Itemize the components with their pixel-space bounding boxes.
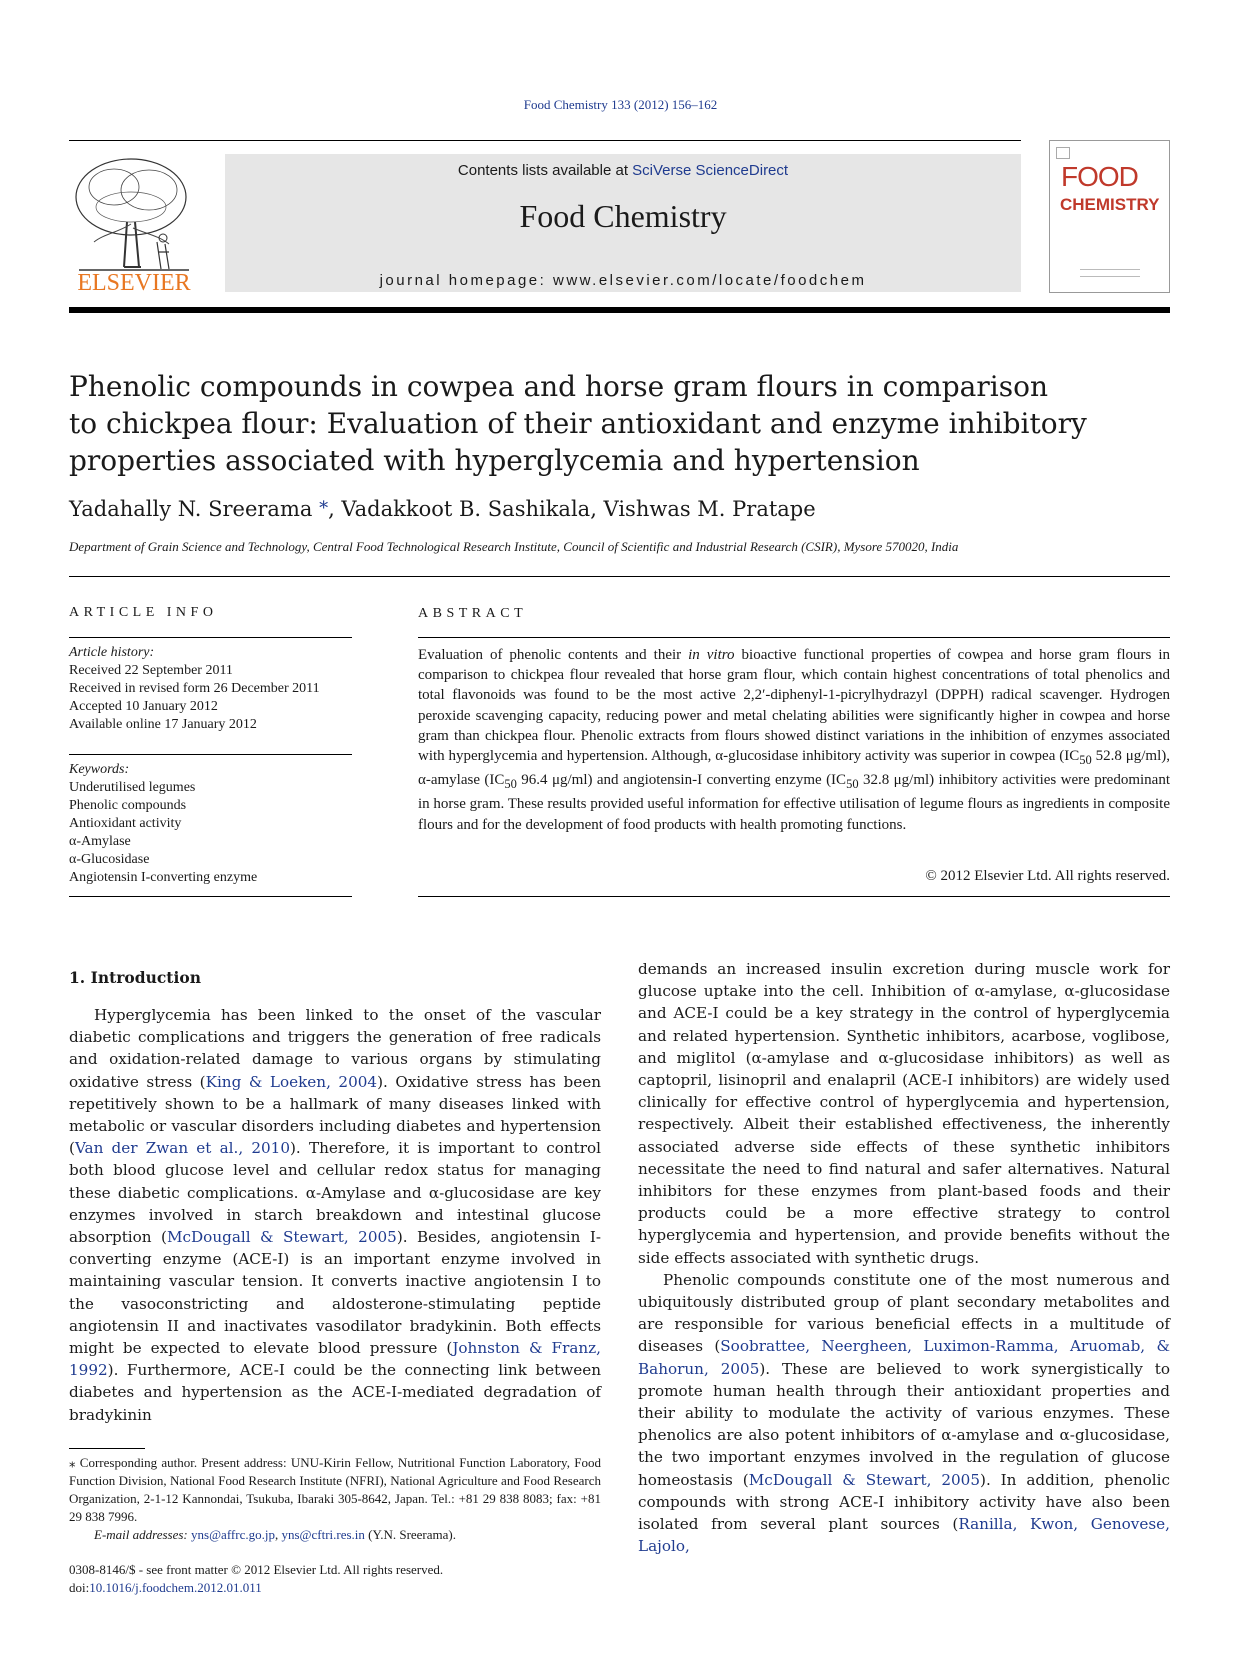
email-link[interactable]: yns@affrc.go.jp	[191, 1527, 275, 1542]
abstract-text: Evaluation of phenolic contents and their in vitro bioactive functional properties of cowpea and horse gram flours in comparison to chickpea flour revealed that horse gram flour, which contain highest concentrations of total phenolics and total flavonoids was found to be the most active 2,2′-diphenyl-1-picrylhydrazyl (DPPH) radical scavenger. Hydrogen peroxide scavenging capacity, reducing power and metal chelating abilities were significantly higher in cowpea and horse gram than chickpea flour. Phenolic extracts from flours showed distinct variations in the inhibition of enzymes associated with hyperglycemia and hypertension. Although, α-glucosidase inhibitory activity was superior in cowpea ($IC_{50}$ 52.8 μg/ml), α-amylase ($IC_{50}$ 96.4 μg/ml) and angiotensin-I converting enzyme ($IC_{50}$ 32.8 μg/ml) inhibitory activities were predominant in horse gram. These results provided useful information for effective utilisation of legume flours as ingredients in composite flours and for the development of food products with health promoting functions.	[418, 647, 1171, 833]
abstract-heading: ABSTRACT	[418, 606, 528, 621]
citation-link[interactable]: Van der Zwan et al., 2010	[74, 1139, 290, 1158]
keyword-item: Underutilised legumes	[69, 780, 196, 795]
issn-line: 0308-8146/$ - see front matter © 2012 Elsevier Ltd. All rights reserved.	[69, 1562, 444, 1577]
elsevier-wordmark: ELSEVIER	[77, 270, 191, 296]
journal-cover-thumbnail	[1049, 140, 1170, 293]
divider	[69, 754, 352, 755]
citation-link[interactable]: Soobrattee, Neergheen, Luximon-Ramma, Aruomab, & Bahorun, 2005	[638, 1337, 1170, 1378]
article-info-heading: ARTICLE INFO	[69, 605, 218, 620]
contents-line	[225, 162, 1021, 179]
journal-homepage	[225, 272, 1021, 289]
article-title-line: properties associated with hyperglycemia and hypertension	[69, 444, 920, 477]
doi-link[interactable]: 10.1016/j.foodchem.2012.01.011	[89, 1580, 262, 1595]
history-item: Received in revised form 26 December 2011	[69, 681, 320, 696]
keyword-item: Angiotensin I-converting enzyme	[69, 870, 258, 885]
article-title-line: to chickpea flour: Evaluation of their antioxidant and enzyme inhibitory	[69, 407, 1087, 440]
article-history-label: Article history:	[69, 645, 155, 660]
intro-paragraph: Phenolic compounds constitute one of the most numerous and ubiquitously distributed group of plant secondary metabolites and are responsible for various beneficial effects in a multitude of diseases (Soobrattee, Neergheen, Luximon-Ramma, Aruomab, & Bahorun, 2005). These are believed to work synergistically to promote human health through their antioxidant properties and their ability to modulate the activity of various enzymes. These phenolics are also potent inhibitors of α-amylase and α-glucosidase, the two important enzymes involved in the regulation of glucose homeostasis (McDougall & Stewart, 2005). In addition, phenolic compounds with strong ACE-I inhibitory activity have also been isolated from several plant sources (Ranilla, Kwon, Genovese, Lajolo,	[638, 1270, 1170, 1556]
article-title	[69, 368, 1170, 479]
sciencedirect-link[interactable]: SciVerse ScienceDirect	[632, 162, 789, 179]
history-item: Accepted 10 January 2012	[69, 699, 218, 714]
keyword-item: Antioxidant activity	[69, 816, 182, 831]
history-item: Received 22 September 2011	[69, 663, 233, 678]
divider	[418, 637, 1170, 638]
divider	[69, 896, 352, 897]
affiliation: Department of Grain Science and Technology, Central Food Technological Research Institute, Council of Scientific and Industrial Research (CSIR), Mysore 570020, India	[69, 539, 959, 554]
body-column-left	[69, 1004, 601, 1426]
email-label: E-mail addresses:	[94, 1527, 188, 1542]
citation-link[interactable]: McDougall & Stewart, 2005	[748, 1470, 981, 1489]
masthead-bottom-rule	[69, 307, 1170, 313]
journal-reference[interactable]: Food Chemistry 133 (2012) 156–162	[523, 97, 718, 112]
divider	[69, 576, 1170, 577]
cover-footer-lines	[1080, 269, 1140, 277]
divider	[418, 896, 1170, 897]
abstract-italic: in vitro	[688, 647, 735, 663]
keyword-item: Phenolic compounds	[69, 798, 187, 813]
intro-paragraph: demands an increased insulin excretion during muscle work for glucose uptake into the cell. Inhibition of α-amylase, α-glucosidase and ACE-I could be a key strategy in the control of hyperglycemia and related hypertension. Synthetic inhibitors, acarbose, voglibose, and miglitol (α-amylase and α-glucosidase inhibitors) as well as captopril, lisinopril and enalapril (ACE-I inhibitors) are widely used clinically for effective control of hyperglycemia and hypertension, respectively. Albeit their established effectiveness, the inherently associated adverse side effects of these synthetic inhibitors necessitate the need to find natural and safer alternatives. Natural inhibitors for these enzymes from plant-based foods and their products could be a more effective strategy to control hyperglycemia and hypertension, and provide benefits without the side effects associated with synthetic drugs.	[638, 960, 1170, 1267]
keyword-item: α-Glucosidase	[69, 852, 150, 867]
body-column-right	[638, 958, 1170, 1557]
article-title-line: Phenolic compounds in cowpea and horse gram flours in comparison	[69, 370, 1048, 403]
footnote-emails: E-mail addresses: yns@affrc.go.jp, yns@cftri.res.in (Y.N. Sreerama).	[94, 1527, 456, 1542]
citation-link[interactable]: Ranilla, Kwon, Genovese, Lajolo,	[638, 1515, 1170, 1556]
footnote-rule	[69, 1448, 145, 1449]
citation-link[interactable]: King & Loeken, 2004	[205, 1072, 378, 1091]
doi-line: doi:10.1016/j.foodchem.2012.01.011	[69, 1580, 262, 1595]
citation-link[interactable]: McDougall & Stewart, 2005	[166, 1228, 397, 1247]
cover-logo-mark	[1056, 147, 1070, 159]
contents-prefix: Contents lists available at	[457, 162, 633, 179]
keywords	[69, 761, 352, 887]
homepage-url[interactable]: www.elsevier.com/locate/foodchem	[553, 272, 867, 289]
corresponding-author-mark[interactable]: ⁎	[319, 492, 329, 513]
masthead-box	[225, 154, 1021, 292]
author-list	[69, 492, 1170, 521]
journal-title: Food Chemistry	[519, 198, 727, 234]
keywords-label: Keywords:	[69, 762, 130, 777]
article-history	[69, 644, 352, 734]
citation-link[interactable]: Johnston & Franz, 1992	[69, 1339, 601, 1380]
keyword-item: α-Amylase	[69, 834, 131, 849]
email-link[interactable]: yns@cftri.res.in	[281, 1527, 365, 1542]
footnote-mark: ⁎	[69, 1455, 76, 1470]
cover-title-food: FOOD	[1061, 161, 1138, 192]
masthead-top-rule	[69, 140, 1021, 141]
intro-paragraph: Hyperglycemia has been linked to the onset of the vascular diabetic complications and triggers the generation of free radicals and oxidation-related damage to various organs by stimulating oxidative stress (King & Loeken, 2004). Oxidative stress has been repetitively shown to be a hallmark of many diseases linked with metabolic or vascular disorders including diabetes and hypertension (Van der Zwan et al., 2010). Therefore, it is important to control both blood glucose level and cellular redox status for managing these diabetic complications. α-Amylase and α-glucosidase are key enzymes involved in starch breakdown and intestinal glucose absorption (McDougall & Stewart, 2005). Besides, angiotensin I-converting enzyme (ACE-I) is an important enzyme involved in maintaining vascular tension. It converts inactive angiotensin I to the vasoconstricting and aldosterone-stimulating peptide angiotensin II and inactivates vasodilator bradykinin. Both effects might be expected to elevate blood pressure (Johnston & Franz, 1992). Furthermore, ACE-I could be the connecting link between diabetes and hypertension as the ACE-I-mediated degradation of bradykinin	[69, 1006, 601, 1424]
section-heading-introduction: 1. Introduction	[69, 968, 201, 987]
footnote-address: ⁎ Corresponding author. Present address: UNU-Kirin Fellow, Nutritional Function Laboratory, Food Function Division, National Food Research Institute (NFRI), National Agriculture and Food Research Organization, 2-1-12 Kannondai, Tsukuba, Ibaraki 305-8642, Japan. Tel.: +81 29 838 8083; fax: +81 29 838 7996.	[69, 1455, 601, 1524]
corresponding-author-footnote	[69, 1454, 601, 1544]
divider	[69, 637, 352, 638]
author-others: , Vadakkoot B. Sashikala, Vishwas M. Pratape	[328, 497, 816, 521]
history-item: Available online 17 January 2012	[69, 717, 257, 732]
cover-title-chemistry: CHEMISTRY	[1060, 195, 1160, 214]
author-corresponding: Yadahally N. Sreerama	[69, 497, 313, 521]
front-matter	[69, 1561, 669, 1597]
homepage-prefix: journal homepage:	[379, 272, 553, 289]
abstract-copyright: © 2012 Elsevier Ltd. All rights reserved.	[925, 868, 1170, 884]
